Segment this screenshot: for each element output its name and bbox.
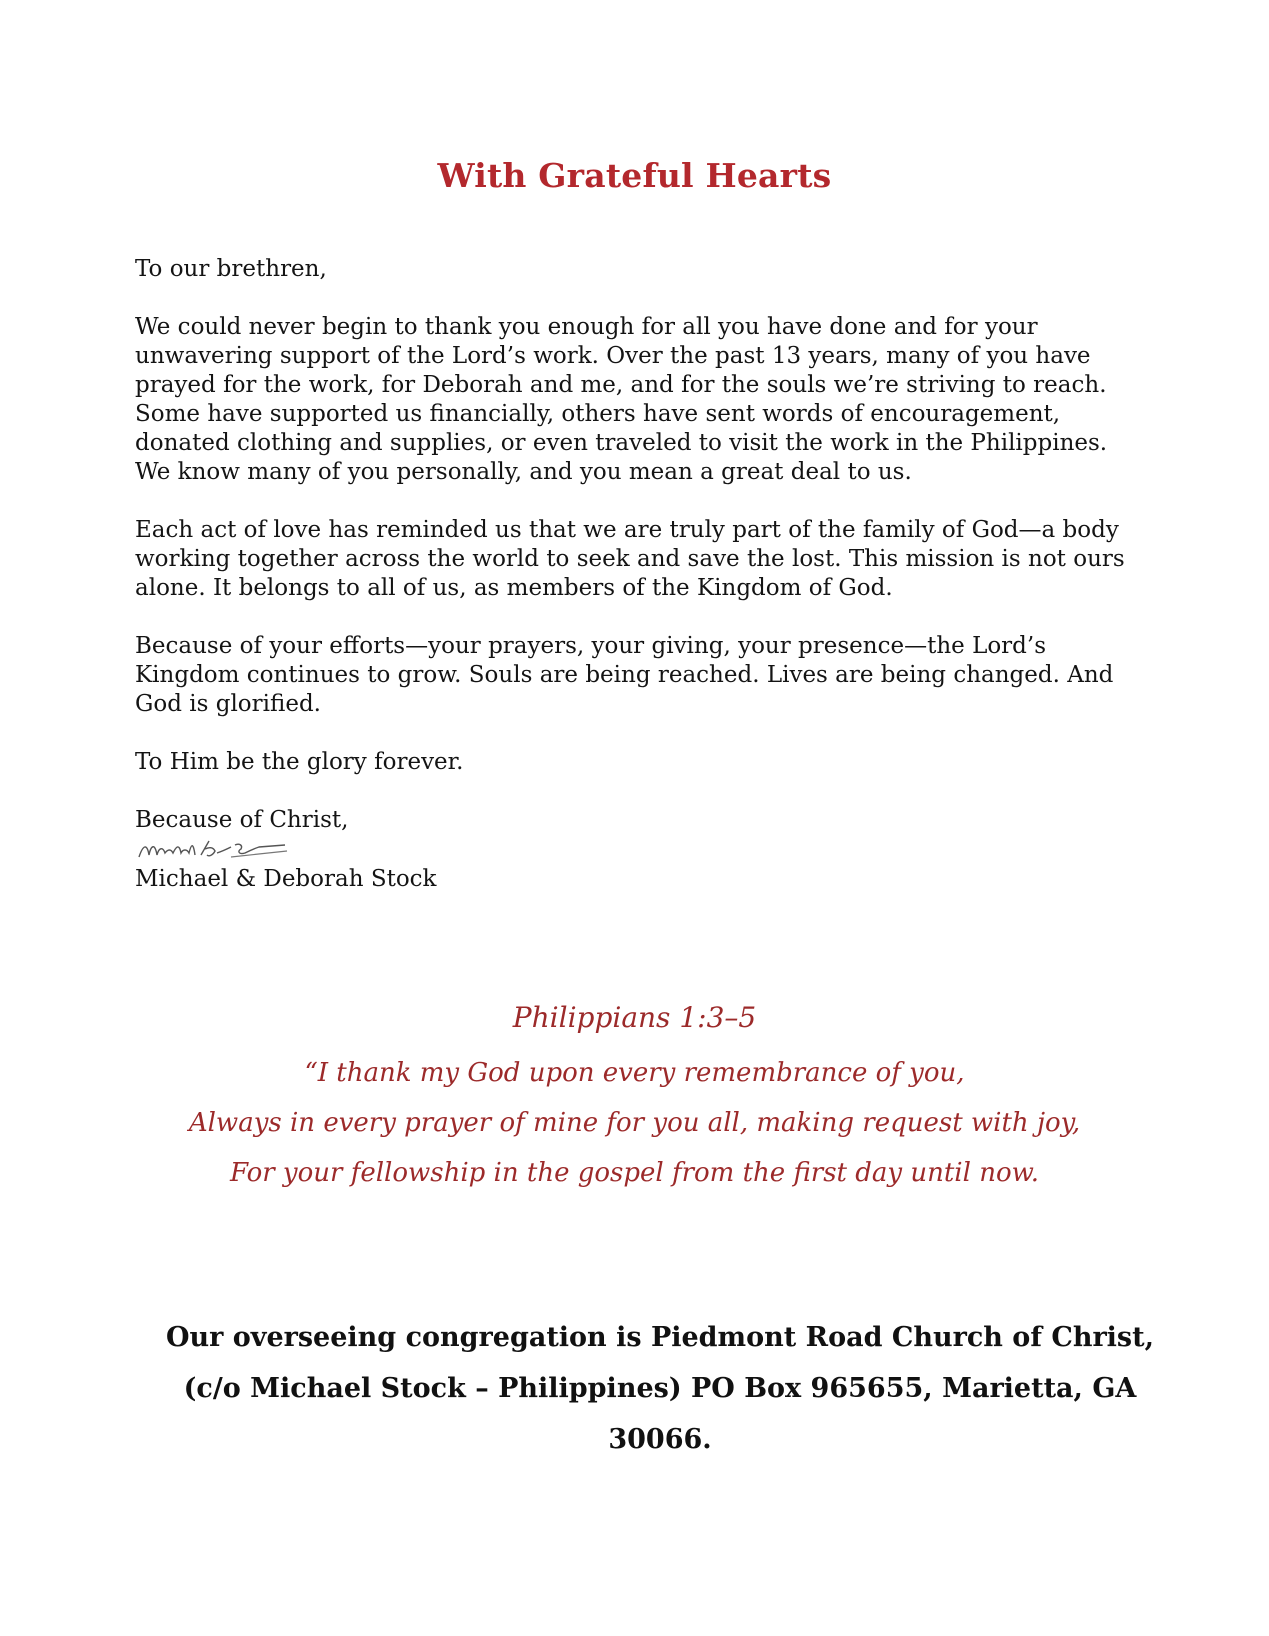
footer-line-1: Our overseeing congregation is Piedmont Road Church of Christ,: [165, 1322, 1155, 1353]
closing: Because of Christ,: [135, 807, 349, 833]
salutation: To our brethren,: [135, 256, 327, 282]
handwritten-signature: [135, 835, 1145, 865]
letter-paragraph-1: We could never begin to thank you enough for all you have done and for your unwavering support of the Lord’s work. Over the past 13 years, many of you have prayed for the work, for Deborah and me, and for the souls we’re striving to reach. Some have supported us financially, others have sent words of encouragement, donated clothing and supplies, or even traveled to visit the work in the Philippines. We know many of you personally, and you mean a great deal to us.: [135, 314, 1108, 485]
letter-body: [135, 255, 1145, 894]
footer-line-2: (c/o Michael Stock – Philippines) PO Box 965655, Marietta, GA: [183, 1373, 1137, 1404]
scripture-line-3: For your fellowship in the gospel from the first day until now.: [229, 1158, 1040, 1188]
page-title: With Grateful Hearts: [437, 156, 832, 195]
letter-paragraph-4: To Him be the glory forever.: [135, 749, 464, 775]
letter-paragraph-3: Because of your efforts—your prayers, your giving, your presence—the Lord’s Kingdom continues to grow. Souls are being reached. Lives are being changed. And God is glorified.: [135, 633, 1114, 717]
scripture-line-1: “I thank my God upon every remembrance of you,: [304, 1058, 965, 1088]
scripture-quote: [0, 998, 1269, 1198]
overseeing-congregation-info: [140, 1312, 1180, 1465]
scripture-line-2: Always in every prayer of mine for you all, making request with joy,: [188, 1108, 1081, 1138]
letter-paragraph-2: Each act of love has reminded us that we are truly part of the family of God—a body working together across the world to seek and save the lost. This mission is not ours alone. It belongs to all of us, as members of the Kingdom of God.: [135, 517, 1125, 601]
scripture-reference: Philippians 1:3–5: [512, 1001, 757, 1034]
footer-line-3: 30066.: [608, 1424, 712, 1455]
signer-name: Michael & Deborah Stock: [135, 866, 437, 892]
